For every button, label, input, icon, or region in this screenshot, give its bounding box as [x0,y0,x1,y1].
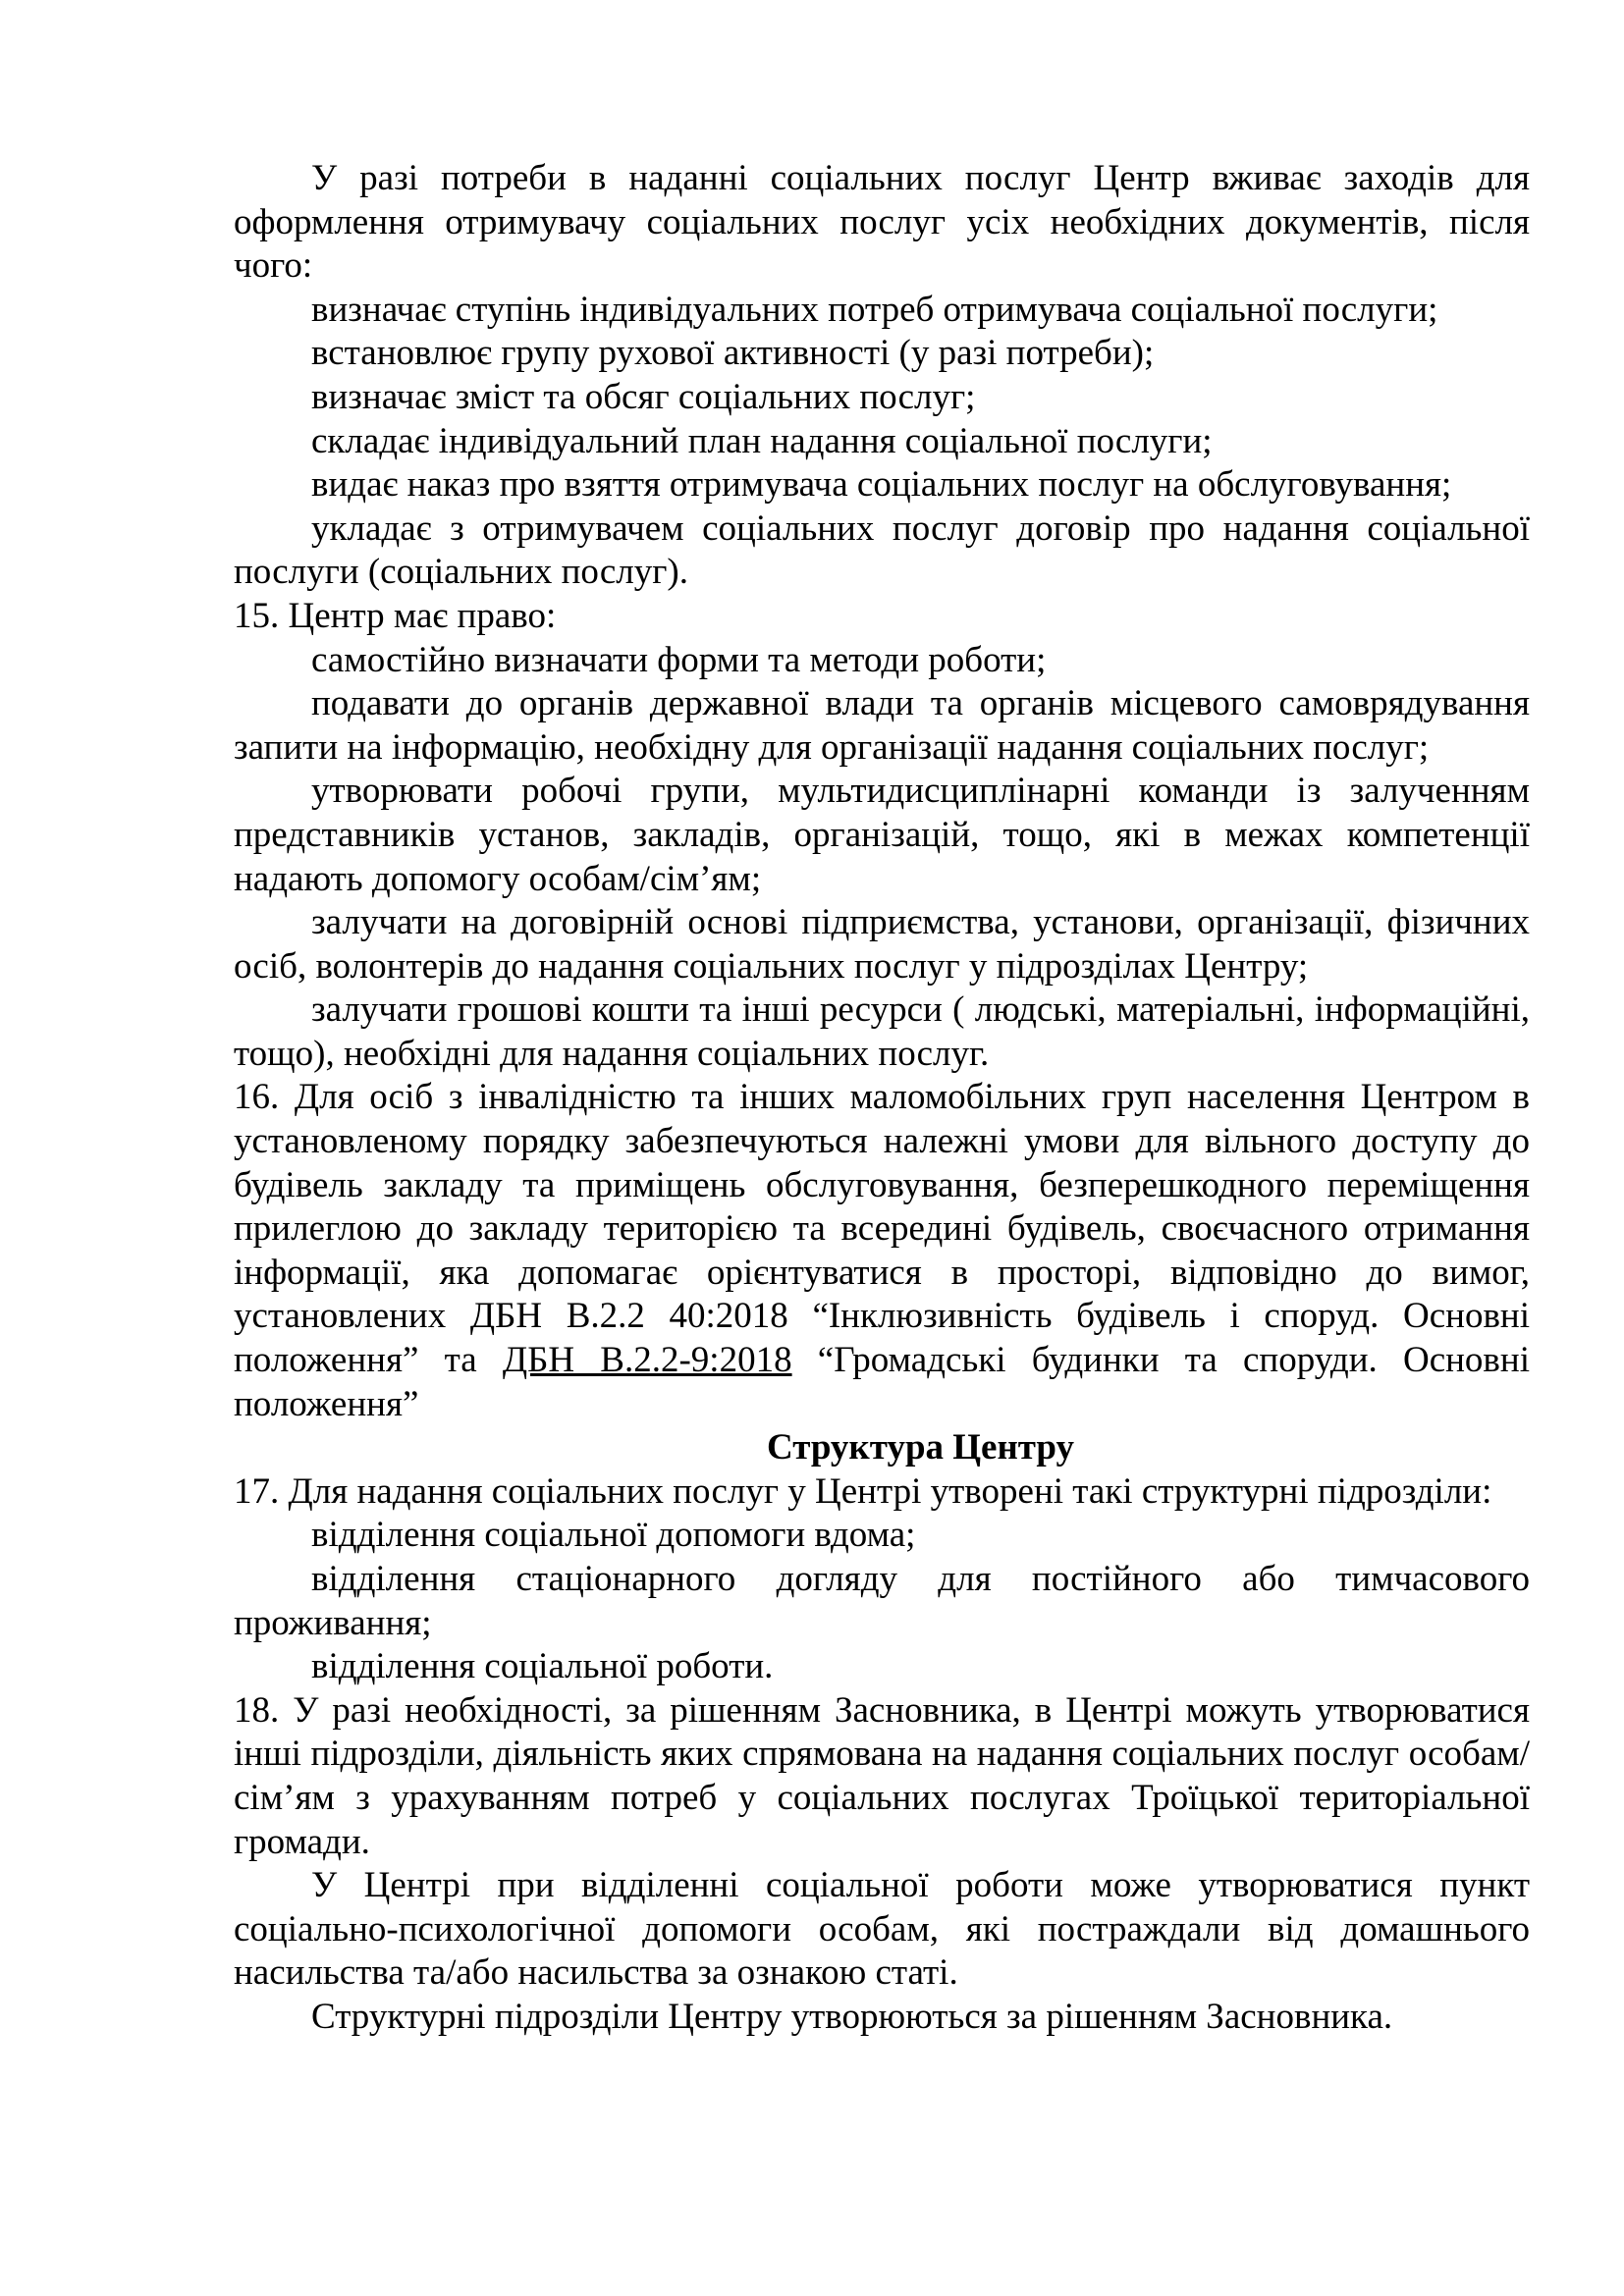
p16-paragraph [234,1076,1530,1426]
p17-item-3: відділення соціальної роботи. [311,1646,774,1687]
p14-item-4: складає індивідуальний план надання соціальної послуги; [311,420,1213,461]
p15-item-3: утворювати робочі групи, мультидисциплінарні команди із залученням представників установ, закладів, організацій, тощо, які в межах компетенції надають допомогу особам/сім’ям; [234,771,1530,899]
p14-intro: У разі потреби в наданні соціальних послуг Центр вживає заходів для оформлення отримувачу соціальних послуг усіх необхідних документів, після чого: [234,158,1530,287]
p16-text-b: “Громадські будинки та споруди. Основні положення” [234,1340,1530,1424]
p15-title: 15. Центр має право: [234,595,557,636]
p14-item-3: визначає зміст та обсяг соціальних послуг; [311,376,976,417]
p17-item-2: відділення стаціонарного догляду для постійного або тимчасового проживання; [234,1559,1530,1643]
dbn-link[interactable]: ДБН В.2.2-9:2018 [502,1340,792,1381]
p15-item-2: подавати до органів державної влади та органів місцевого самоврядування запити на інформацію, необхідну для організації надання соціальних послуг; [234,683,1530,768]
p15-item-1: самостійно визначати форми та методи роботи; [311,639,1047,680]
p18-last: Структурні підрозділи Центру утворюються за рішенням Засновника. [311,1996,1393,2037]
p16-text-a: 16. Для осіб з інвалідністю та інших маломобільних груп населення Центром в установленому порядку забезпечуються належні умови для вільного доступу до будівель закладу та приміщень обслуговування, безперешкодного переміщення прилеглою до закладу територією та всередині будівель, своєчасного отримання інформації, яка допомагає орієнтуватися в просторі, відповідно до вимог, установлених ДБН В.2.2 40:2018 “Інклюзивність будівель і споруд. Основні положення” та [234,1077,1530,1381]
document-page [234,157,1530,2040]
p14-last: укладає з отримувачем соціальних послуг договір про надання соціальної послуги (соціальних послуг). [234,507,1530,593]
p18-text: 18. У разі необхідності, за рішенням Засновника, в Центрі можуть утворюватися інші підрозділи, діяльність яких спрямована на надання соціальних послуг особам/сім’ям з урахуванням потреб у соціальних послугах Троїцької територіальної громади. [234,1689,1530,1862]
p18-sub: У Центрі при відділенні соціальної роботи може утворюватися пункт соціально-психологічної допомоги особам, які постраждали від домашнього насильства та/або насильства за ознакою статі. [234,1865,1530,1994]
section-heading: Структура Центру [766,1427,1075,1468]
p15-item-4: залучати на договірній основі підприємства, установи, організації, фізичних осіб, волонтерів до надання соціальних послуг у підрозділах Центру; [234,902,1530,987]
p14-item-5: видає наказ про взяття отримувача соціальних послуг на обслуговування; [311,464,1452,506]
p15-item-5: залучати грошові кошти та інші ресурси ( людські, матеріальні, інформаційні, тощо), необхідні для надання соціальних послуг. [234,989,1530,1074]
p14-item-1: визначає ступінь індивідуальних потреб отримувача соціальної послуги; [311,289,1438,330]
p17-item-1: відділення соціальної допомоги вдома; [311,1515,916,1556]
p14-item-2: встановлює групу рухової активності (у разі потреби); [311,333,1155,374]
p17-title: 17. Для надання соціальних послуг у Центрі утворені такі структурні підрозділи: [234,1470,1492,1512]
